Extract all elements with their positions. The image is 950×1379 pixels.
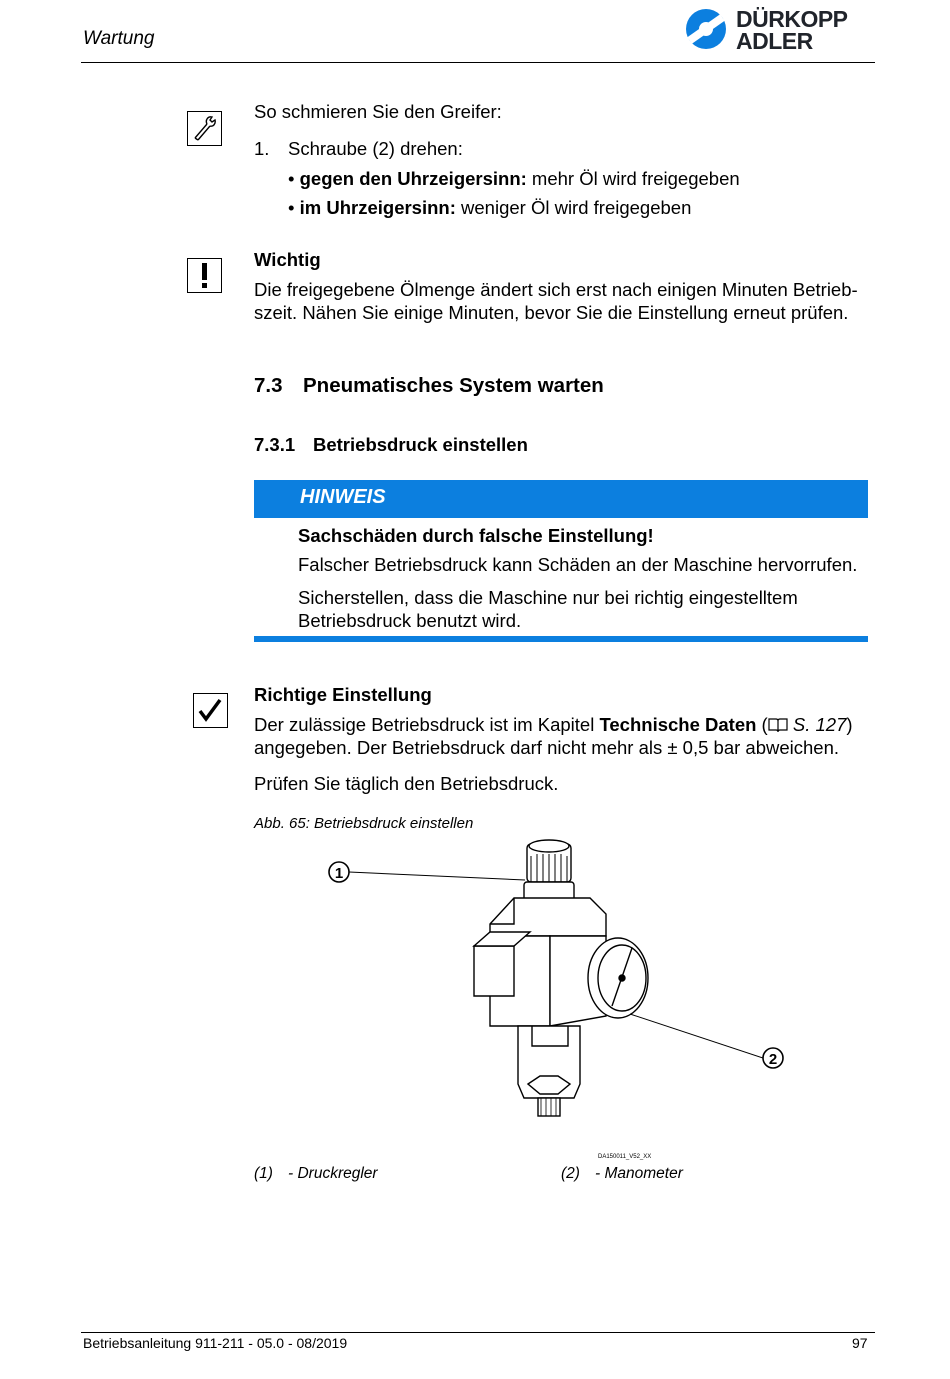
- step-text: Schraube (2) drehen:: [288, 138, 463, 159]
- pressure-regulator-drawing: [300, 836, 800, 1166]
- figure-caption: Abb. 65: Betriebsdruck einstellen: [254, 815, 474, 832]
- page-reference-link[interactable]: S. 127: [787, 714, 847, 735]
- legend-number: (2): [561, 1165, 580, 1182]
- callout-2-label: 2: [768, 1051, 778, 1068]
- drawing-id: DA150011_V52_XX: [598, 1154, 652, 1160]
- bullet-item: [288, 167, 740, 190]
- legend-label: - Druckregler: [288, 1165, 378, 1182]
- important-text-line1: Die freigegebene Ölmenge ändert sich erst nach einigen Minuten Betrieb-: [254, 279, 858, 300]
- wrench-icon: [187, 111, 222, 146]
- logo-text-line2: ADLER: [736, 28, 813, 54]
- correct-title: Richtige Einstellung: [254, 684, 432, 705]
- header-rule: [81, 62, 875, 63]
- greifer-intro: So schmieren Sie den Greifer:: [254, 101, 502, 122]
- legend-number: (1): [254, 1165, 273, 1182]
- logo-text-line1: DÜRKOPP: [736, 6, 848, 32]
- important-text-line2: szeit. Nähen Sie einige Minuten, bevor Sie die Einstellung erneut prüfen.: [254, 302, 849, 323]
- notice-text-line1: Sicherstellen, dass die Maschine nur bei richtig eingestelltem: [298, 587, 798, 608]
- callout-1-label: 1: [334, 865, 344, 882]
- running-head: Wartung: [83, 28, 155, 49]
- book-icon: [768, 717, 788, 733]
- correct-text-pre: Der zulässige Betriebsdruck ist im Kapitel: [254, 714, 600, 735]
- step-number: 1.: [254, 138, 270, 159]
- notice-headline: Sachschäden durch falsche Einstellung!: [298, 525, 654, 546]
- bullet-bold: gegen den Uhrzeigersinn:: [299, 168, 527, 189]
- pressure-regulator-figure: [300, 836, 800, 1166]
- section-number: 7.3: [254, 374, 283, 397]
- subsection-number: 7.3.1: [254, 434, 296, 455]
- notice-bottom-rule: [254, 636, 868, 642]
- footer-rule: [81, 1332, 875, 1333]
- notice-text-line2: Betriebsdruck benutzt wird.: [298, 610, 522, 631]
- section-title: Pneumatisches System warten: [303, 374, 604, 397]
- check-instruction: Prüfen Sie täglich den Betriebsdruck.: [254, 773, 559, 794]
- bullet-item: [288, 196, 691, 219]
- notice-label: HINWEIS: [300, 486, 386, 508]
- bullet-dot: •: [288, 168, 300, 189]
- important-title: Wichtig: [254, 249, 321, 270]
- bullet-dot: •: [288, 197, 300, 218]
- bullet-text: weniger Öl wird freigegeben: [455, 197, 692, 218]
- bullet-text: mehr Öl wird freigegeben: [526, 168, 740, 189]
- bullet-bold: im Uhrzeigersinn:: [299, 197, 456, 218]
- correct-text-line2: angegeben. Der Betriebsdruck darf nicht mehr als ± 0,5 bar abweichen.: [254, 737, 840, 758]
- subsection-title: Betriebsdruck einstellen: [313, 434, 528, 455]
- footer-document-info: Betriebsanleitung 911-211 - 05.0 - 08/2019: [83, 1335, 348, 1351]
- logo-mark-icon: [684, 6, 736, 52]
- page-number: 97: [852, 1335, 868, 1351]
- exclamation-icon: [187, 258, 222, 293]
- paren-open: (: [756, 714, 768, 735]
- paren-close: ): [846, 714, 853, 735]
- legend-label: - Manometer: [595, 1165, 683, 1182]
- checkmark-icon: [193, 693, 228, 728]
- notice-text: Falscher Betriebsdruck kann Schäden an der Maschine hervorrufen.: [298, 554, 858, 575]
- correct-text-line1: [254, 713, 853, 736]
- brand-logo: [684, 6, 872, 54]
- notice-header-bar: [254, 480, 868, 518]
- tech-data-link-label: Technische Daten: [599, 714, 757, 735]
